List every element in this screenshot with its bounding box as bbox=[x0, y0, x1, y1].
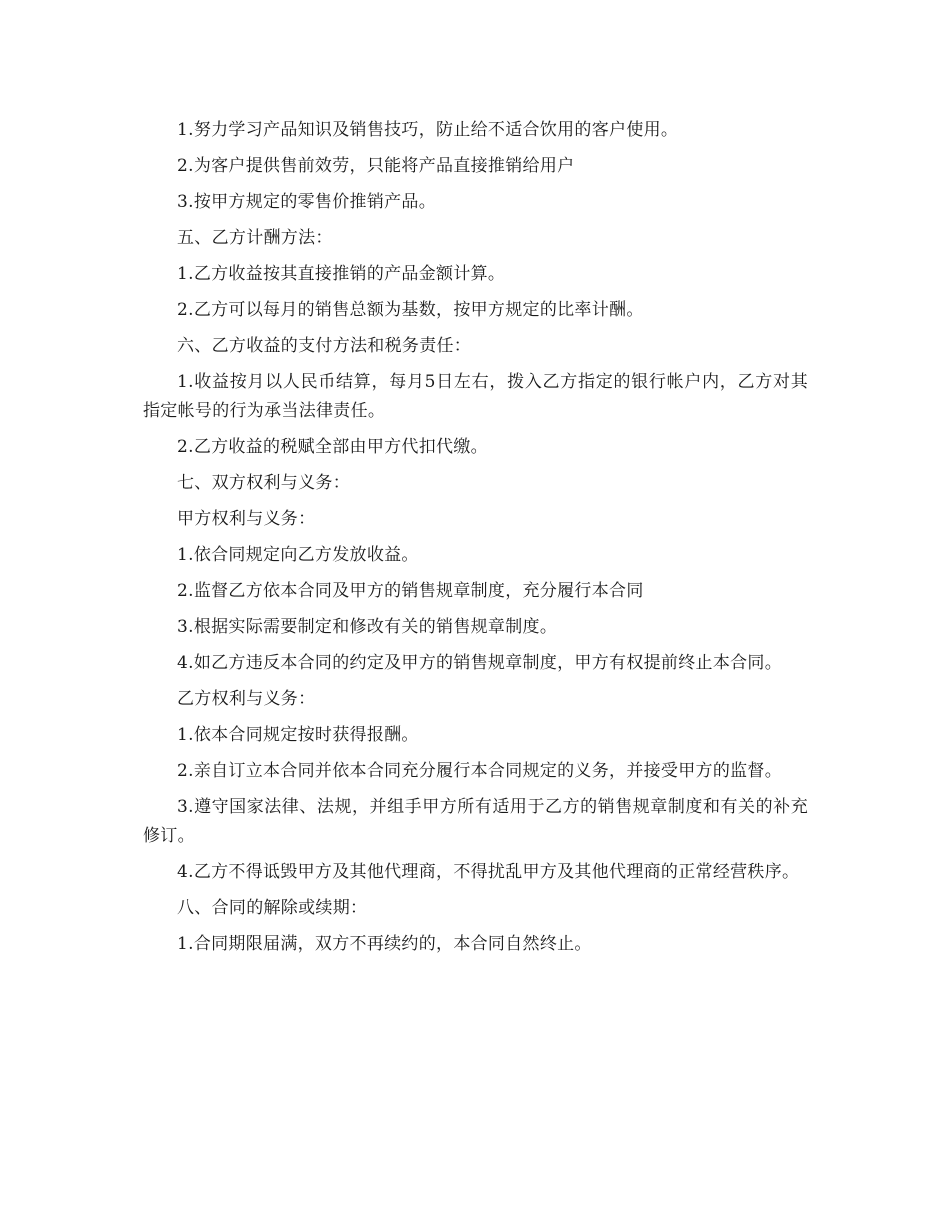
paragraph: 2.亲自订立本合同并依本合同充分履行本合同规定的义务，并接受甲方的监督。 bbox=[177, 761, 783, 781]
paragraph: 1.合同期限届满，双方不再续约的，本合同自然终止。 bbox=[177, 934, 592, 954]
paragraph: 2.为客户提供售前效劳，只能将产品直接推销给用户 bbox=[177, 156, 575, 176]
paragraph: 1.依合同规定向乙方发放收益。 bbox=[177, 545, 419, 565]
paragraph: 2.乙方收益的税赋全部由甲方代扣代缴。 bbox=[177, 437, 488, 457]
paragraph: 1.努力学习产品知识及销售技巧，防止给不适合饮用的客户使用。 bbox=[177, 120, 679, 140]
section-heading: 七、双方权利与义务： bbox=[177, 473, 350, 493]
section-heading: 五、乙方计酬方法： bbox=[177, 228, 333, 248]
subsection-heading: 乙方权利与义务： bbox=[177, 689, 316, 709]
paragraph: 2.乙方可以每月的销售总额为基数，按甲方规定的比率计酬。 bbox=[177, 300, 644, 320]
paragraph: 3.按甲方规定的零售价推销产品。 bbox=[177, 192, 437, 212]
paragraph: 1.依本合同规定按时获得报酬。 bbox=[177, 725, 419, 745]
section-heading: 六、乙方收益的支付方法和税务责任： bbox=[177, 336, 472, 356]
paragraph: 4.乙方不得诋毁甲方及其他代理商，不得扰乱甲方及其他代理商的正常经营秩序。 bbox=[177, 862, 800, 882]
paragraph: 3.遵守国家法律、法规，并组手甲方所有适用于乙方的销售规章制度和有关的补充修订。 bbox=[143, 797, 808, 846]
subsection-heading: 甲方权利与义务： bbox=[177, 509, 316, 529]
section-heading: 八、合同的解除或续期： bbox=[177, 898, 368, 918]
paragraph: 2.监督乙方依本合同及甲方的销售规章制度，充分履行本合同 bbox=[177, 581, 644, 601]
paragraph: 3.根据实际需要制定和修改有关的销售规章制度。 bbox=[177, 617, 558, 637]
paragraph: 4.如乙方违反本合同的约定及甲方的销售规章制度，甲方有权提前终止本合同。 bbox=[177, 653, 783, 673]
paragraph: 1.收益按月以人民币结算，每月5日左右，拨入乙方指定的银行帐户内，乙方对其指定帐号的行为承当法律责任。 bbox=[143, 372, 808, 421]
document-body bbox=[143, 116, 808, 966]
paragraph: 1.乙方收益按其直接推销的产品金额计算。 bbox=[177, 264, 506, 284]
